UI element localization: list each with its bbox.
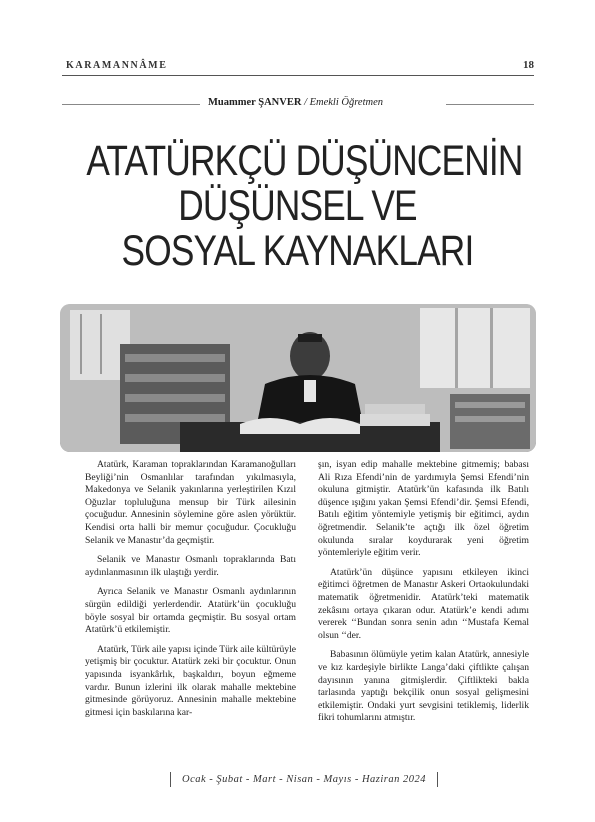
paragraph: Selanik ve Manastır Osmanlı topraklarında Batı aydınlanmasının ilk ulaştığı yerdir.: [85, 554, 296, 578]
paragraph: Atatürk, Karaman topraklarından Karamanoğulları Beyliği’nin Osmanlılar tarafından yıkılmasıyla, Makedonya ve Selanik yakınlarına yerleştirilen Kızıl Oğuzlar topluluğuna mensup bir Türk ailesinin çocuğudur. Annesinin söylemine göre aslen yörüktür. Kendisi orta halli bir memur çocuğudur. Çocukluğu Selanik ve Manastır’da geçmiştir.: [85, 459, 296, 546]
byline: [62, 97, 534, 111]
author-name: Muammer ŞANVER: [208, 97, 302, 108]
byline-rule-left: [62, 104, 200, 105]
paragraph-continued: şın, isyan edip mahalle mektebine gitmemiş; babası Ali Rıza Efendi’nin de yardımıyla Şemsi Efendi’nin okuluna gitmiştir. Atatürk’ün kafasında ilk Batılı düşence ışığını yakan Şemsi Efendi’dir. Şemsi Efendi, Batılı eğitim yöntemiyle yetişmiş bir eğitimci, aydın öğretmendir. Selanik’te açtığı ilk özel öğretim okulunda sıralar koydurarak yeni öğretim yöntemleriyle eğitim verir.: [318, 459, 529, 559]
page-header: [62, 58, 534, 76]
title-line-2: DÜŞÜNSEL VE: [178, 182, 417, 230]
page-footer: [170, 772, 438, 788]
paragraph: Babasının ölümüyle yetim kalan Atatürk, annesiyle ve kız kardeşiyle birlikte Langa’daki çiftlikte çalışan dayısının yanına gitmişlerdir. Çiftlikteki bakla tarlasında yaptığı bekçilik onun sosyal gelişmesini etkilemiştir. Ondaki yurt sevgisini tetiklemiş, liderlik fikri tohumlarını atmıştır.: [318, 649, 529, 724]
photo-atatürk-reading: [60, 304, 536, 452]
issue-date: Ocak - Şubat - Mart - Nisan - Mayıs - Haziran 2024: [181, 774, 427, 785]
author-role: / Emekli Öğretmen: [304, 97, 383, 108]
paragraph: Ayrıca Selanik ve Manastır Osmanlı aydınlarının sürgün edildiği yerlerdendir. Atatürk’ün çocukluğu böyle sosyal bir ortamda geçmiştir. Bu sosyal ortam Atatürk’ü etkilemiştir.: [85, 586, 296, 636]
title-line-3: SOSYAL KAYNAKLARI: [121, 227, 474, 275]
paragraph: Atatürk, Türk aile yapısı içinde Türk aile kültürüyle yetişmiş bir çocuktur. Atatürk zeki bir çocuktur. Onun yapısında isyankârlık, başkaldırı, boyun eğmeme vardır. Bunun izlerini ilk olarak mahalle mektebine gitmesinde görüyoruz. Annesinin mahalle mektebine gitmesi için baskılarına kar-: [85, 643, 296, 718]
article-title: [86, 137, 523, 275]
journal-name: KARAMANNÂME: [66, 60, 168, 71]
footer-bar-right: [437, 772, 438, 787]
column-left: [85, 459, 296, 726]
byline-text: [208, 97, 383, 108]
column-right: [318, 459, 529, 732]
photo-illustration: [60, 304, 536, 452]
page-number: 18: [523, 59, 534, 71]
byline-rule-right: [446, 104, 534, 105]
title-line-1: ATATÜRKÇÜ DÜŞÜNCENİN: [86, 137, 523, 185]
paragraph: Atatürk’ün düşünce yapısını etkileyen ikinci eğitimci öğretmen de Manastır Askeri Ortaokulundaki matematik öğretmenidir. Atatürk’teki matematik zekâsını ortaya çıkaran odur. Atatürk’e kendi adımı vererek ‘‘Bundan sonra senin adın ‘‘Mustafa Kemal olsun ‘‘der.: [318, 566, 529, 641]
